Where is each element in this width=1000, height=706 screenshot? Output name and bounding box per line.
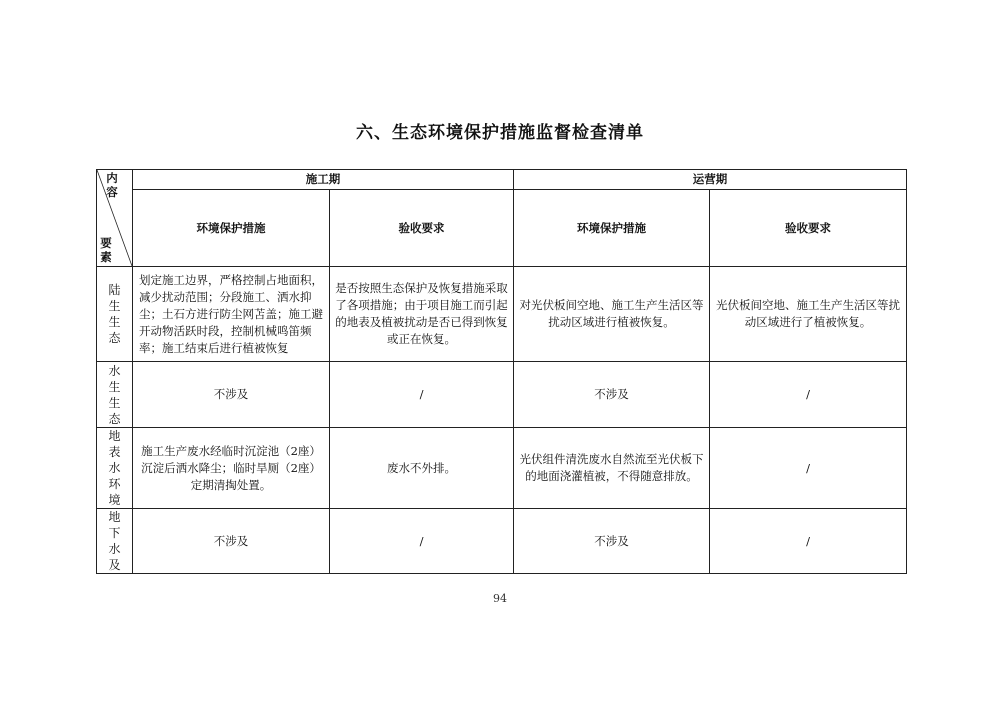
cell-construction-acceptance: 废水不外排。 (330, 428, 514, 509)
inspection-table (96, 169, 907, 574)
period-header-row (97, 170, 907, 190)
cell-construction-acceptance: / (330, 362, 514, 428)
cell-construction-measures: 划定施工边界，严格控制占地面积，减少扰动范围；分段施工、洒水抑尘；土石方进行防尘网苫盖；施工避开动物活跃时段，控制机械鸣笛频率；施工结束后进行植被恢复 (133, 267, 330, 362)
corner-label-element: 要素 (100, 236, 112, 264)
col-operation-measures: 环境保护措施 (514, 190, 710, 267)
table-row (97, 267, 907, 362)
cell-operation-acceptance: 光伏板间空地、施工生产生活区等扰动区域进行了植被恢复。 (710, 267, 907, 362)
cell-construction-measures: 不涉及 (133, 509, 330, 574)
row-element (97, 509, 133, 574)
cell-construction-acceptance: 是否按照生态保护及恢复措施采取了各项措施；由于项目施工而引起的地表及植被扰动是否已得到恢复或正在恢复。 (330, 267, 514, 362)
cell-operation-acceptance: / (710, 362, 907, 428)
cell-operation-acceptance: / (710, 509, 907, 574)
element-label: 地下水及 (108, 510, 121, 572)
column-header-row (97, 190, 907, 267)
period-construction: 施工期 (133, 170, 514, 190)
col-operation-acceptance: 验收要求 (710, 190, 907, 267)
cell-construction-measures: 施工生产废水经临时沉淀池（2座）沉淀后洒水降尘；临时旱厕（2座）定期清掏处置。 (133, 428, 330, 509)
table-row (97, 362, 907, 428)
cell-operation-measures: 不涉及 (514, 509, 710, 574)
page-number: 94 (493, 592, 507, 605)
row-element (97, 267, 133, 362)
element-label: 水生生态 (108, 363, 121, 426)
col-construction-acceptance: 验收要求 (330, 190, 514, 267)
corner-label-content: 内容 (106, 171, 118, 199)
period-operation: 运营期 (514, 170, 907, 190)
cell-operation-acceptance: / (710, 428, 907, 509)
row-element (97, 428, 133, 509)
element-label: 陆生生态 (108, 283, 121, 345)
element-label: 地表水环境 (108, 429, 121, 507)
corner-cell (97, 170, 133, 267)
cell-construction-measures: 不涉及 (133, 362, 330, 428)
cell-operation-measures: 对光伏板间空地、施工生产生活区等扰动区域进行植被恢复。 (514, 267, 710, 362)
cell-operation-measures: 光伏组件清洗废水自然流至光伏板下的地面浇灌植被，不得随意排放。 (514, 428, 710, 509)
row-element (97, 362, 133, 428)
cell-operation-measures: 不涉及 (514, 362, 710, 428)
table-row (97, 509, 907, 574)
table-row (97, 428, 907, 509)
cell-construction-acceptance: / (330, 509, 514, 574)
page-title: 六、生态环境保护措施监督检查清单 (356, 123, 644, 143)
col-construction-measures: 环境保护措施 (133, 190, 330, 267)
